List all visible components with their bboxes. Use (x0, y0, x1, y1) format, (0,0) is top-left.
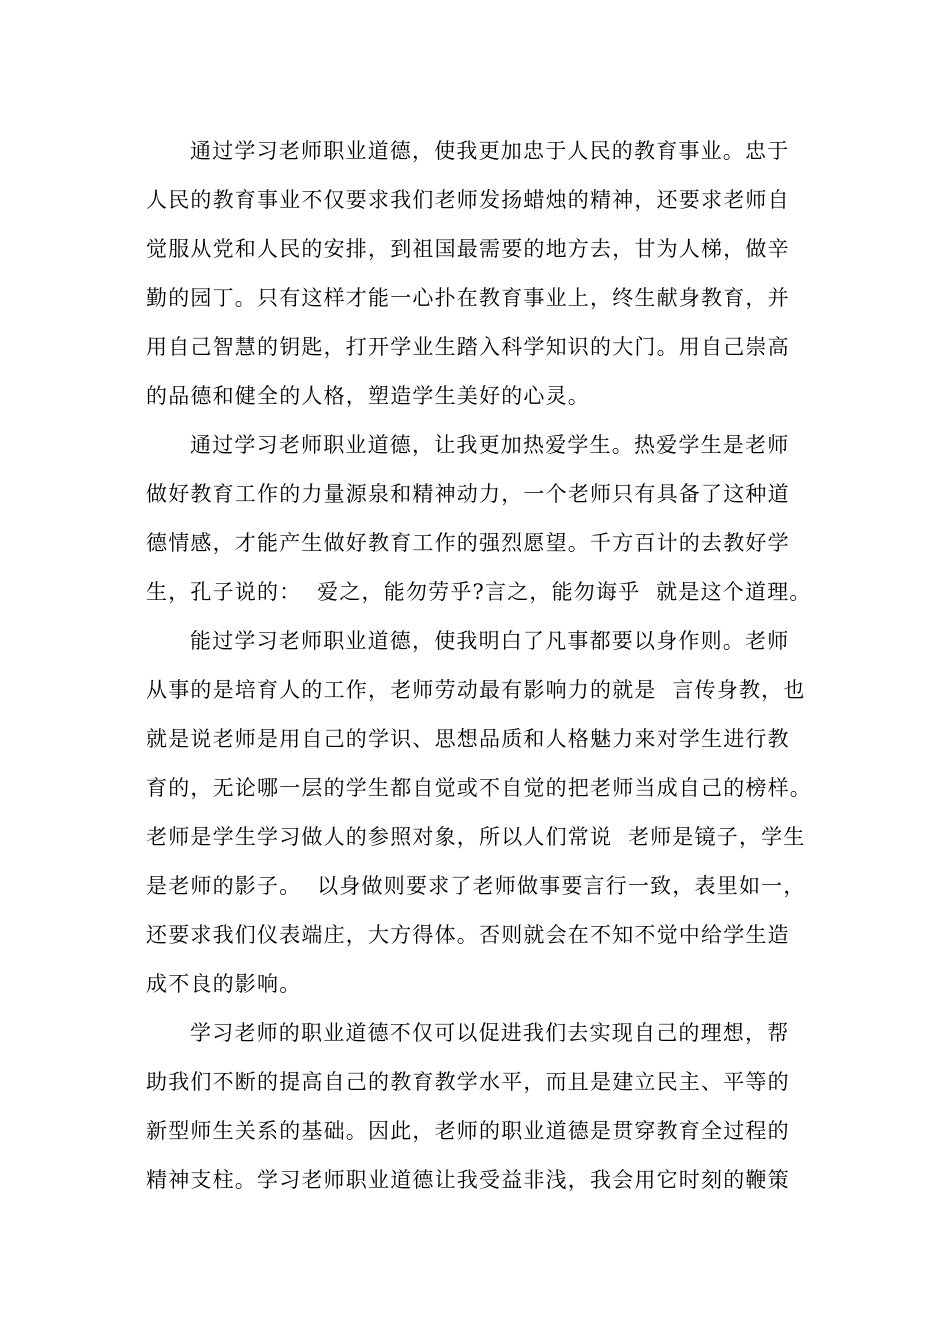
paragraph-3-line-1: 能过学习老师职业道德，使我明白了凡事都要以身作则。老师 (190, 629, 790, 653)
paragraph-3-line-6: 是老师的影子。 以身做则要求了老师做事要言行一致，表里如一， (146, 874, 806, 898)
paragraph-3-line-8: 成不良的影响。 (146, 972, 302, 996)
paragraph-4-line-2: 助我们不断的提高自己的教育教学水平，而且是建立民主、平等的 (146, 1070, 790, 1094)
paragraph-3-line-5: 老师是学生学习做人的参照对象，所以人们常说 老师是镜子，学生 (146, 825, 806, 849)
paragraph-1-line-3: 觉服从党和人民的安排，到祖国最需要的地方去，甘为人梯，做辛 (146, 237, 790, 261)
paragraph-1-line-6: 的品德和健全的人格，塑造学生美好的心灵。 (146, 384, 590, 408)
paragraph-2-line-2: 做好教育工作的力量源泉和精神动力，一个老师只有具备了这种道 (146, 482, 790, 506)
paragraph-1-line-2: 人民的教育事业不仅要求我们老师发扬蜡烛的精神，还要求老师自 (146, 188, 790, 212)
paragraph-2-line-1: 通过学习老师职业道德，让我更加热爱学生。热爱学生是老师 (190, 433, 790, 457)
paragraph-1-line-5: 用自己智慧的钥匙，打开学业生踏入科学知识的大门。用自己崇高 (146, 335, 790, 359)
paragraph-2-line-3: 德情感，才能产生做好教育工作的强烈愿望。千方百计的去教好学 (146, 531, 790, 555)
paragraph-4-line-4: 精神支柱。学习老师职业道德让我受益非浅，我会用它时刻的鞭策 (146, 1168, 790, 1192)
paragraph-3-line-4: 育的，无论哪一层的学生都自觉或不自觉的把老师当成自己的榜样。 (146, 776, 812, 800)
paragraph-1-line-4: 勤的园丁。只有这样才能一心扑在教育事业上，终生献身教育，并 (146, 286, 790, 310)
paragraph-3-line-3: 就是说老师是用自己的学识、思想品质和人格魅力来对学生进行教 (146, 727, 790, 751)
paragraph-3-line-2: 从事的是培育人的工作，老师劳动最有影响力的就是 言传身教，也 (146, 678, 806, 702)
paragraph-2-line-4: 生，孔子说的： 爱之，能勿劳乎?言之，能勿诲乎 就是这个道理。 (146, 580, 812, 604)
paragraph-4-line-3: 新型师生关系的基础。因此，老师的职业道德是贯穿教育全过程的 (146, 1119, 790, 1143)
paragraph-3-line-7: 还要求我们仪表端庄，大方得体。否则就会在不知不觉中给学生造 (146, 923, 790, 947)
paragraph-4-line-1: 学习老师的职业道德不仅可以促进我们去实现自己的理想，帮 (190, 1021, 790, 1045)
paragraph-1-line-1: 通过学习老师职业道德，使我更加忠于人民的教育事业。忠于 (190, 139, 790, 163)
